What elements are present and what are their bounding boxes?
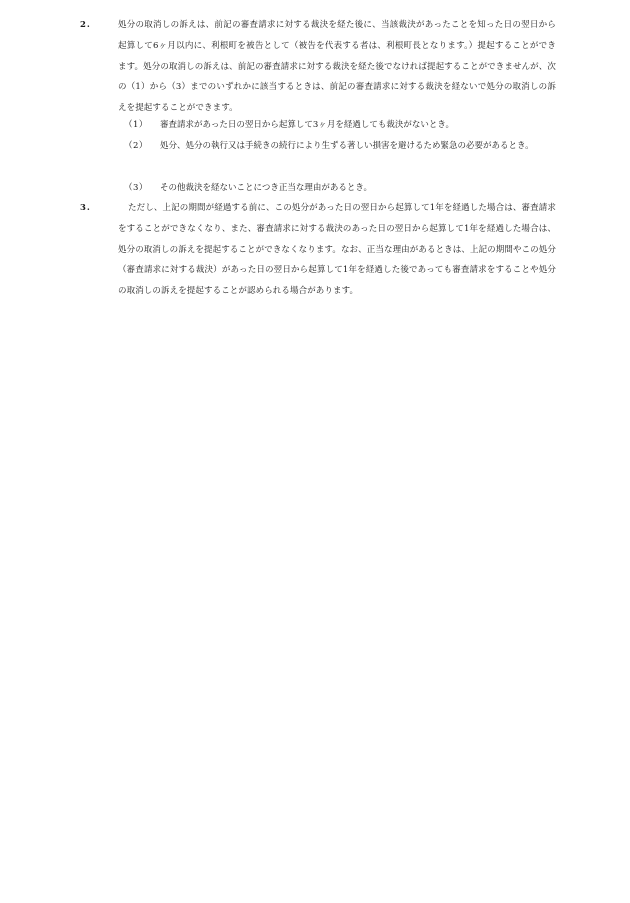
subitem-text: その他裁決を経ないことにつき正当な理由があるとき。 (160, 183, 372, 193)
section-text: ただし、上記の期間が経過する前に、この処分があった日の翌日から起算して1年を経過した場合は、審査請求をすることができなくなり、また、審査請求に対する裁決のあった日の翌日から起算して1年を経過した場合は、処分の取消しの訴えを提起することができなくなります。なお、正当な理由があるときは、上記の期間やこの処分（審査請求に対する裁決）があった日の翌日から起算して1年を経過した後であっても審査請求をすることや処分の取消しの訴えを提起することが認められる場合があります。 (118, 203, 556, 297)
section-number: 2. (80, 20, 91, 30)
subitem-number: （2） (124, 141, 148, 151)
subitem-number: （3） (124, 183, 148, 193)
subitem-text: 審査請求があった日の翌日から起算して3ヶ月を経過しても裁決がないとき。 (160, 120, 454, 130)
section-text: 処分の取消しの訴えは、前記の審査請求に対する裁決を経た後に、当該裁決があったことを知った日の翌日から起算して6ヶ月以内に、利根町を被告として（被告を代表する者は、利根町長となります。）提起することができます。処分の取消しの訴えは、前記の審査請求に対する裁決を経た後でなければ提起することができませんが、次の（1）から（3）までのいずれかに該当するときは、前記の審査請求に対する裁決を経ないで処分の取消しの訴えを提起することができます。 (118, 20, 556, 114)
section-number: 3. (80, 203, 91, 213)
subitem-text: 処分、処分の執行又は手続きの続行により生ずる著しい損害を避けるため緊急の必要があるとき。 (160, 141, 534, 151)
subitem-number: （1） (124, 120, 148, 130)
